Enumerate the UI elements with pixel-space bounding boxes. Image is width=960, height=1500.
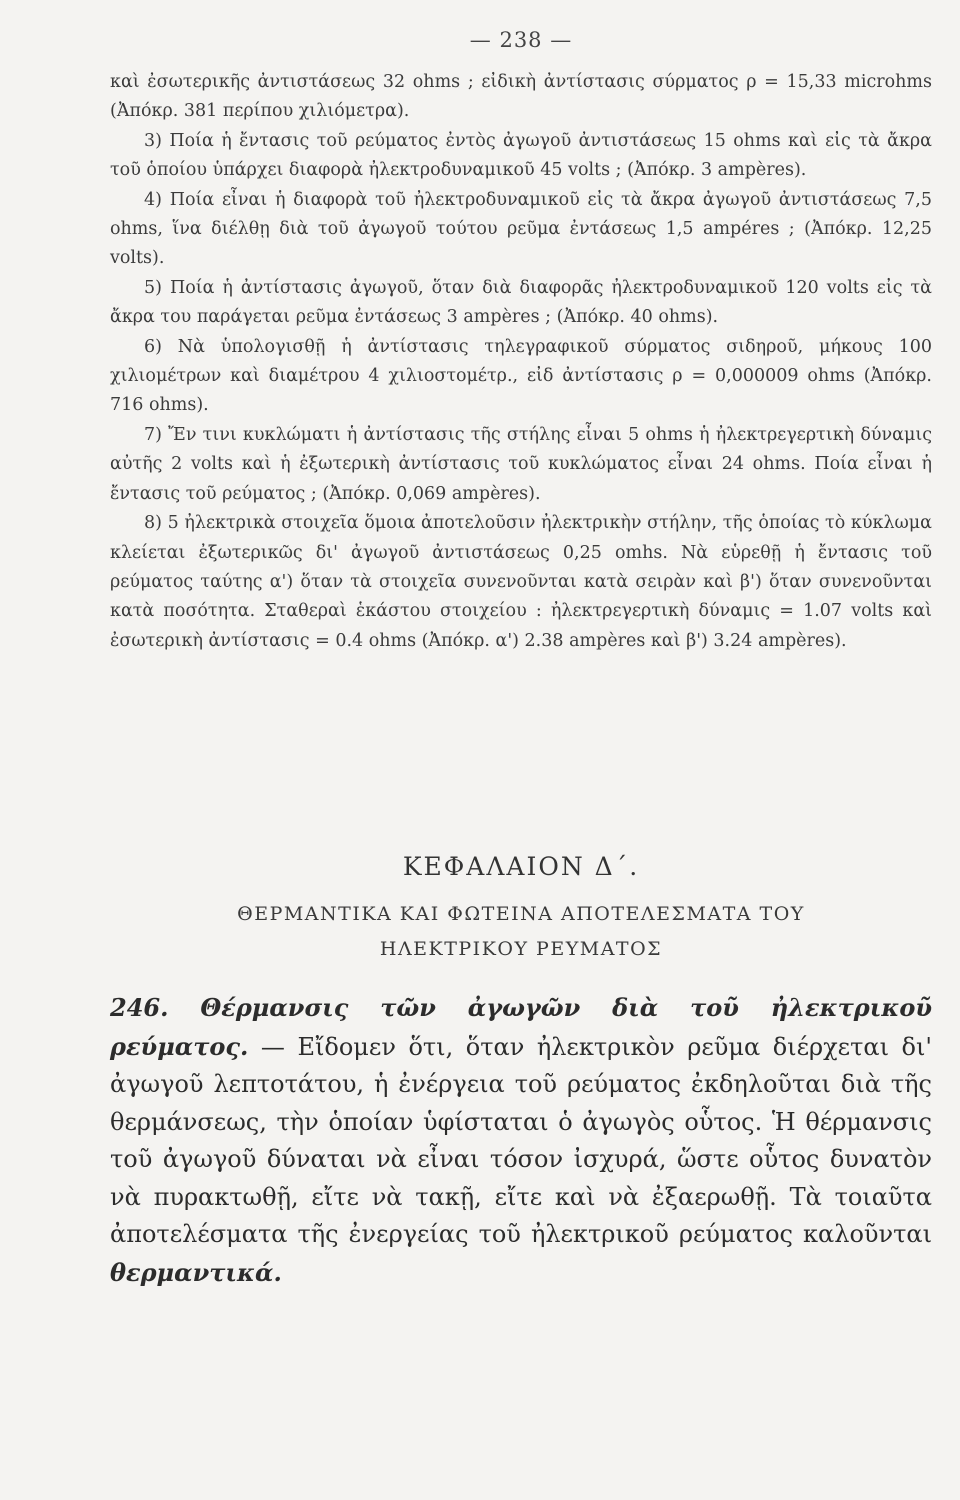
exercise-paragraph-3: 3) Ποία ἡ ἔντασις τοῦ ρεύματος ἐντὸς ἀγωγοῦ ἀντιστάσεως 15 ohms καὶ εἰς τὰ ἄκρα τοῦ ὁποίου ὑπάρχει διαφορὰ ἠλεκτροδυναμικοῦ 45 volts ; (Ἀπόκρ. 3 ampères). (110, 130, 932, 181)
exercise-paragraph-8: 8) 5 ἠλεκτρικὰ στοιχεῖα ὅμοια ἀποτελοῦσιν ἠλεκτρικὴν στήλην, τῆς ὁποίας τὸ κύκλωμα κλείεται ἐξωτερικῶς δι' ἀγωγοῦ ἀντιστάσεως 0,25 omhs. Νὰ εὑρεθῇ ἡ ἔντασις τοῦ ρεύματος ταύτης α') ὅταν τὰ στοιχεῖα συνενοῦνται κατὰ σειρὰν καὶ β') ὅταν συνενοῦνται κατὰ ποσότητα. Σταθεραὶ ἑκάστου στοιχείου : ἠλεκτρεγερτικὴ δύναμις = 1.07 volts καὶ ἐσωτερικὴ ἀντίστασις = 0.4 ohms (Ἀπόκρ. α') 2.38 ampères καὶ β') 3.24 ampères). (110, 513, 932, 651)
chapter-subtitle (110, 897, 932, 967)
exercise-paragraph-5: 5) Ποία ἡ ἀντίστασις ἀγωγοῦ, ὅταν διὰ διαφορᾶς ἠλεκτροδυναμικοῦ 120 volts εἰς τὰ ἄκρα του παράγεται ρεῦμα ἐντάσεως 3 ampères ; (Ἀπόκρ. 40 ohms). (110, 277, 932, 328)
section-246 (110, 989, 932, 1292)
book-page (110, 28, 932, 1316)
exercises-block (110, 68, 932, 656)
exercise-paragraph-4: 4) Ποία εἶναι ἡ διαφορὰ τοῦ ἠλεκτροδυναμικοῦ εἰς τὰ ἄκρα ἀγωγοῦ ἀντιστάσεως 7,5 ohms, ἵνα διέλθῃ διὰ τοῦ ἀγωγοῦ τούτου ρεῦμα ἐντάσεως 1,5 ampéres ; (Ἀπόκρ. 12,25 volts). (110, 189, 932, 269)
page-number: — 238 — (469, 28, 573, 52)
exercise-paragraph-7: 7) Ἔν τινι κυκλώματι ἡ ἀντίστασις τῆς στήλης εἶναι 5 ohms ἡ ἠλεκτρεγερτικὴ δύναμις αὐτῆς 2 volts καὶ ἡ ἐξωτερικὴ ἀντίστασις τοῦ κυκλώματος εἶναι 24 ohms. Ποία εἶναι ἡ ἔντασις τοῦ ρεύματος ; (Ἀπόκρ. 0,069 ampères). (110, 424, 932, 504)
exercise-paragraph-6: 6) Νὰ ὑπολογισθῇ ἡ ἀντίστασις τηλεγραφικοῦ σύρματος σιδηροῦ, μήκους 100 χιλιομέτρων καὶ διαμέτρου 4 χιλιοστομέτρ., εἰδ ἀντίστασις ρ = 0,000009 ohms (Ἀπόκρ. 716 ohms). (110, 336, 932, 416)
section-body: — Εἴδομεν ὅτι, ὅταν ἠλεκτρικὸν ρεῦμα διέρχεται δι' ἀγωγοῦ λεπτοτάτου, ἡ ἐνέργεια τοῦ ρεύματος ἐκδηλοῦται διὰ τῆς θερμάνσεως, τὴν ὁποίαν ὑφίσταται ὁ ἀγωγὸς οὗτος. Ἡ θέρμανσις τοῦ ἀγωγοῦ δύναται νὰ εἶναι τόσον ἰσχυρά, ὥστε οὗτος δυνατὸν νὰ πυρακτωθῇ, εἴτε νὰ τακῇ, εἴτε καὶ νὰ ἐξαερωθῇ. Τὰ τοιαῦτα ἀποτελέσματα τῆς ἐνεργείας τοῦ ἠλεκτρικοῦ ρεύματος καλοῦνται (110, 1032, 932, 1249)
chapter-subtitle-line-2: ΗΛΕΚΤΡΙΚΟΥ ΡΕΥΜΑΤΟΣ (379, 938, 663, 961)
section-term: θερμαντικά. (110, 1257, 282, 1287)
chapter-title: ΚΕΦΑΛΑΙΟΝ Δ΄. (402, 852, 640, 882)
exercise-paragraph-continuation: καὶ ἐσωτερικῆς ἀντιστάσεως 32 ohms ; εἰδικὴ ἀντίστασις σύρματος ρ = 15,33 microhms (Ἀπόκρ. 381 περίπου χιλιόμετρα). (110, 72, 932, 122)
chapter-subtitle-line-1: ΘΕΡΜΑΝΤΙΚΑ ΚΑΙ ΦΩΤΕΙΝΑ ΑΠΟΤΕΛΕΣΜΑΤΑ ΤΟΥ (237, 903, 805, 926)
section-heading: 246. Θέρμανσις τῶν ἀγωγῶν διὰ τοῦ ἠλεκτρικοῦ ρεύματος. (110, 993, 932, 1061)
